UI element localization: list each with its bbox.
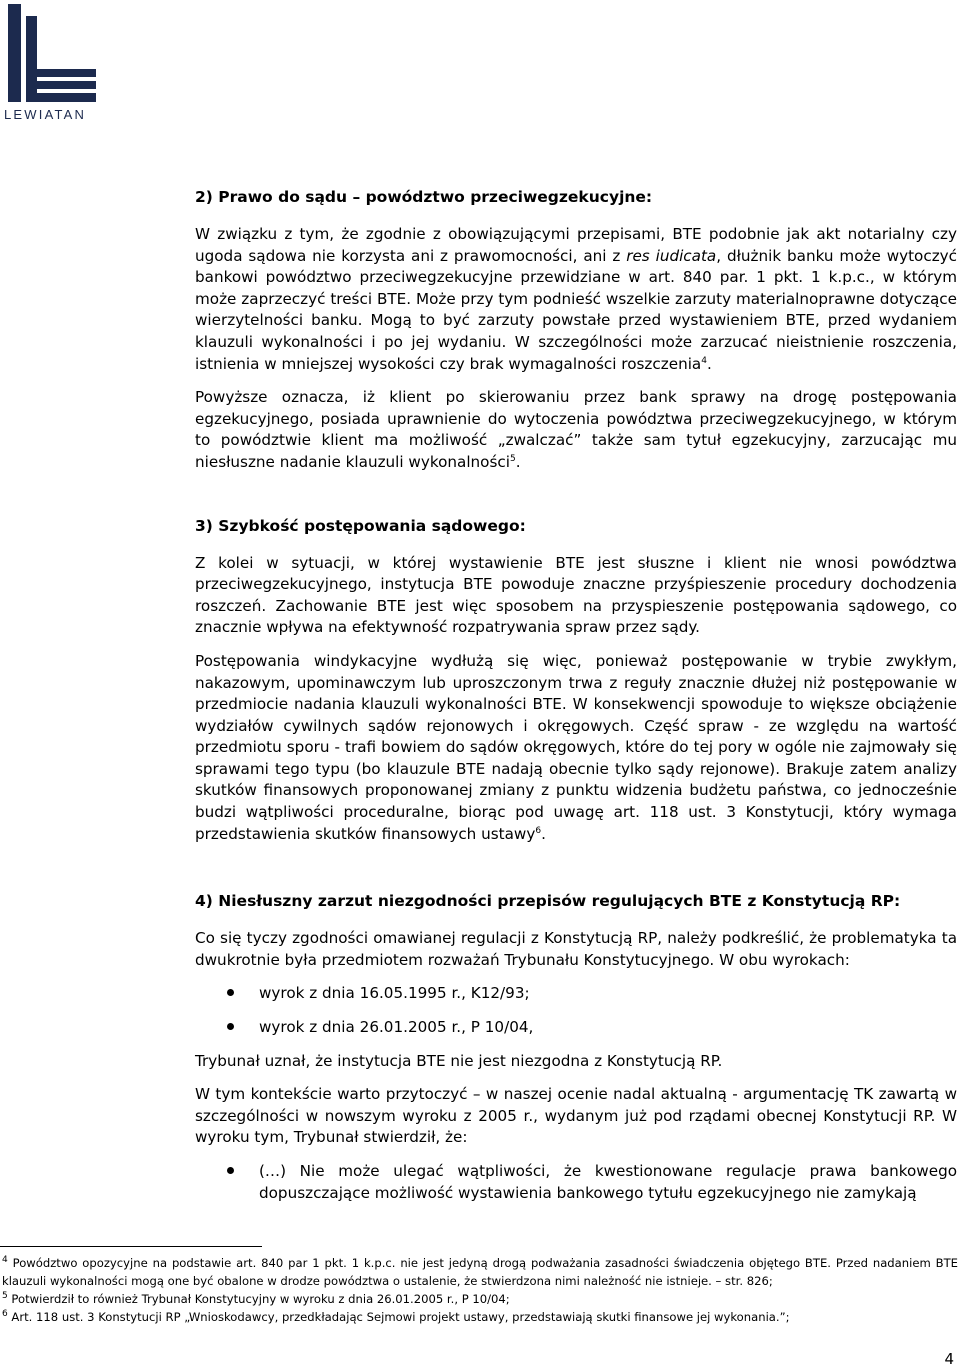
footnote-ref-4: 4: [701, 355, 707, 366]
footnote-5: $^5$ Potwierdził to również Trybunał Konstytucyjny w wyroku z dnia 26.01.2005 r., P 10/04;: [2, 1291, 510, 1306]
section-3-title: 3) Szybkość postępowania sądowego:: [195, 516, 526, 535]
footnote-separator: [0, 1246, 262, 1247]
section-2-paragraph-2: Powyższe oznacza, iż klient po skierowaniu przez bank sprawy na drogę postępowania egzekucyjnego, posiada uprawnienie do wytoczenia powództwa przeciwegzekucyjnego, w którym to powództwie klient ma możliwość „zwalczać” także sam tytuł egzekucyjny, zarzucając mu niesłuszne nadanie klauzuli wykonalności$^5$.: [195, 388, 957, 471]
list-item: wyrok z dnia 26.01.2005 r., P 10/04,: [195, 1017, 957, 1039]
section-2-title: 2) Prawo do sądu – powództwo przeciwegzekucyjne:: [195, 188, 653, 206]
footnote-ref-5: 5: [509, 453, 516, 464]
footnote-6: $^6$ Art. 118 ust. 3 Konstytucji RP „Wnioskodawcy, przedkładając Sejmowi projekt ustawy, przedstawiają skutki finansowe jej wykonania.”;: [2, 1309, 790, 1324]
section-4-paragraph-3: W tym kontekście warto przytoczyć – w naszej ocenie nadal aktualną - argumentację TK zawartą w szczególności w nowszym wyroku z 2005 r., wydanym już pod rządami obecnej Konstytucji RP. W wyroku tym, Trybunał stwierdził, że:: [195, 1085, 957, 1147]
judgment-list: [195, 983, 957, 1038]
bullet-icon: [227, 989, 234, 996]
section-2-paragraph-1: W związku z tym, że zgodnie z obowiązującymi przepisami, BTE podobnie jak akt notarialny czy ugoda sądowa nie korzysta ani z prawomocności, ani z res iudicata, dłużnik banku może wytoczyć bankowi powództwo przeciwegzekucyjne przewidziane w art. 840 par. 1 pkt. 1 k.p.c., w którym może zaprzeczyć treści BTE. Może przy tym podnieść wszelkie zarzuty materialnoprawne dotyczące wierzytelności banku. Mogą to być zarzuty powstałe przed wystawieniem BTE, przed wydaniem klauzuli wykonalności i po jej wydaniu. W szczególności może zarzucać nieistnienie roszczenia, istnienia w mniejszej wysokości czy brak wymagalności roszczenia$^4$.: [195, 225, 958, 373]
footnote-ref-6: 6: [535, 825, 542, 836]
footnote-4: $^4$ Powództwo opozycyjne na podstawie art. 840 par 1 pkt. 1 k.p.c. nie jest jedyną drogą podważania zasadności świadczenia objętego BTE. Przed nadaniem BTE klauzuli wykonalności mogą one być obalone w drodze powództwa o ustalenie, że stwierdzona nimi należność nie istnieje. – str. 826;: [2, 1255, 958, 1288]
document-body: [195, 187, 957, 1216]
section-4-paragraph-1: Co się tyczy zgodności omawianej regulacji z Konstytucją RP, należy podkreślić, że problematyka ta dwukrotnie była przedmiotem rozważań Trybunału Konstytucyjnego. W obu wyrokach:: [195, 929, 957, 969]
lewiatan-logo-mark: [4, 2, 104, 106]
list-item: (…) Nie może ulegać wątpliwości, że kwestionowane regulacje prawa bankowego dopuszczające możliwość wystawienia bankowego tytułu egzekucyjnego nie zamykają: [195, 1161, 957, 1204]
section-4-title: 4) Niesłuszny zarzut niezgodności przepisów regulujących BTE z Konstytucją RP:: [195, 892, 901, 911]
quote-list: [195, 1161, 957, 1204]
logo-text: LEWIATAN: [4, 107, 87, 122]
bullet-icon: [227, 1167, 234, 1174]
list-item: wyrok z dnia 16.05.1995 r., K12/93;: [195, 983, 957, 1005]
section-4-paragraph-2: Trybunał uznał, że instytucja BTE nie jest niezgodna z Konstytucją RP.: [195, 1051, 723, 1070]
bullet-icon: [227, 1023, 234, 1030]
section-3-paragraph-2: Postępowania windykacyjne wydłużą się więc, ponieważ postępowanie w trybie zwykłym, nakazowym, upominawczym lub uproszczonym trwa z reguły znacznie dłużej niż postępowanie w przedmiocie nadania klauzuli wykonalności BTE. W konsekwencji spowoduje to większe obciążenie wydziałów cywilnych sądów rejonowych i okręgowych. Część spraw - ze względu na wartość przedmiotu sporu - trafi bowiem do sądów okręgowych, które do tej pory w ogóle nie zajmowały się sprawami tego typu (bo klauzule BTE nadają obecnie tylko sądy rejonowe). Brakuje zatem analizy skutków finansowych proponowanej zmiany z punktu widzenia budżetu państwa, co jednocześnie budzi wątpliwości proceduralne, biorąc pod uwagę art. 118 ust. 3 Konstytucji, który wymaga przedstawienia skutków finansowych ustawy$^6$.: [195, 651, 957, 843]
footnotes: [2, 1254, 958, 1326]
page-number: 4: [944, 1350, 954, 1368]
section-3-paragraph-1: Z kolei w sytuacji, w której wystawienie BTE jest słuszne i klient nie wnosi powództwa przeciwegzekucyjnego, instytucja BTE powoduje znaczne przyśpieszenie procedury dochodzenia roszczeń. Zachowanie BTE jest więc sposobem na przyspieszenie postępowania sądowego, co znacznie wpływa na efektywność rozpatrywania spraw przez sądy.: [195, 553, 957, 637]
